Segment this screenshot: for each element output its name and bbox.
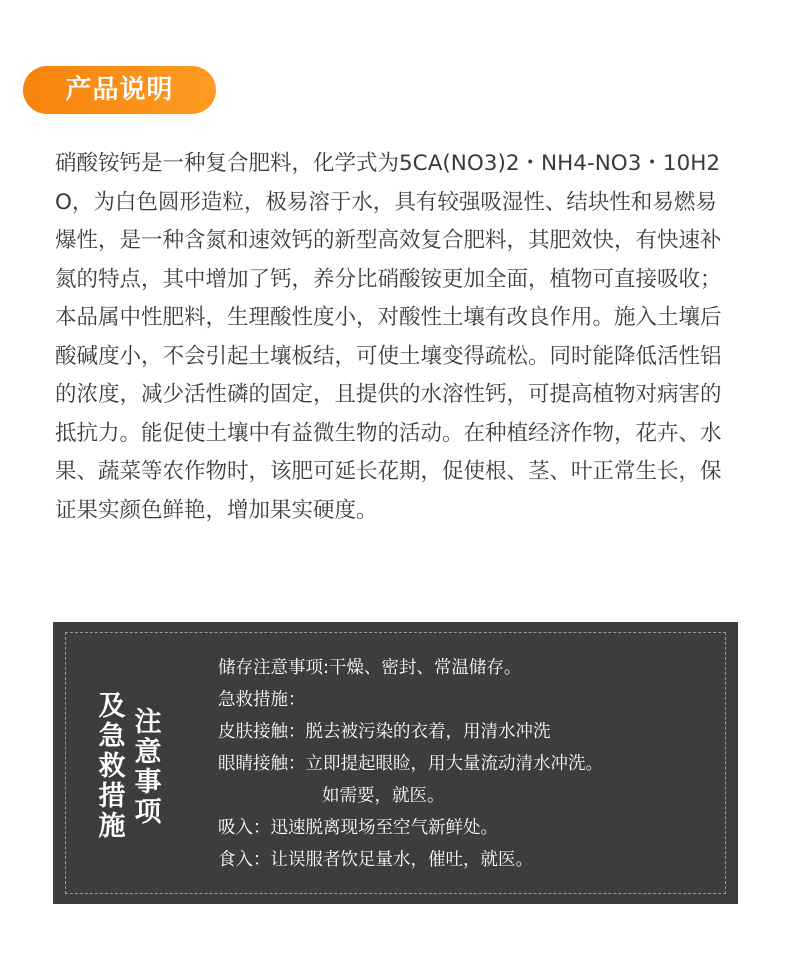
precautions-panel	[53, 622, 738, 904]
precautions-list	[218, 652, 603, 876]
panel-title-first-aid: 及急救措施	[98, 691, 126, 842]
section-title: 产品说明	[65, 75, 174, 105]
note-storage: 储存注意事项:干燥、密封、常温储存。	[218, 658, 522, 678]
note-first-aid-heading: 急救措施：	[218, 690, 306, 710]
note-skin-contact: 皮肤接触：脱去被污染的衣着，用清水冲洗	[218, 722, 551, 742]
product-description: 硝酸铵钙是一种复合肥料，化学式为5CA(NO3)2・NH4-NO3・10H2O，为白色圆形造粒，极易溶于水，具有较强吸湿性、结块性和易燃易爆性，是一种含氮和速效钙的新型高效复合肥料，其肥效快，有快速补氮的特点，其中增加了钙，养分比硝酸铵更加全面，植物可直接吸收；本品属中性肥料，生理酸性度小，对酸性土壤有改良作用。施入土壤后酸碱度小，不会引起土壤板结，可使土壤变得疏松。同时能降低活性铝的浓度，减少活性磷的固定，且提供的水溶性钙，可提高植物对病害的抵抗力。能促使土壤中有益微生物的活动。在种植经济作物，花卉、水果、蔬菜等农作物时，该肥可延长花期，促使根、茎、叶正常生长，保证果实颜色鲜艳，增加果实硬度。	[55, 151, 722, 523]
note-eye-contact: 眼睛接触：立即提起眼睑，用大量流动清水冲洗。	[218, 754, 603, 774]
panel-title-precautions: 注意事项	[134, 707, 162, 828]
section-title-badge	[23, 66, 216, 114]
note-ingestion: 食入：让误服者饮足量水，催吐，就医。	[218, 850, 533, 870]
note-inhalation: 吸入：迅速脱离现场至空气新鲜处。	[218, 818, 498, 838]
note-seek-medical: 如需要，就医。	[322, 786, 445, 806]
